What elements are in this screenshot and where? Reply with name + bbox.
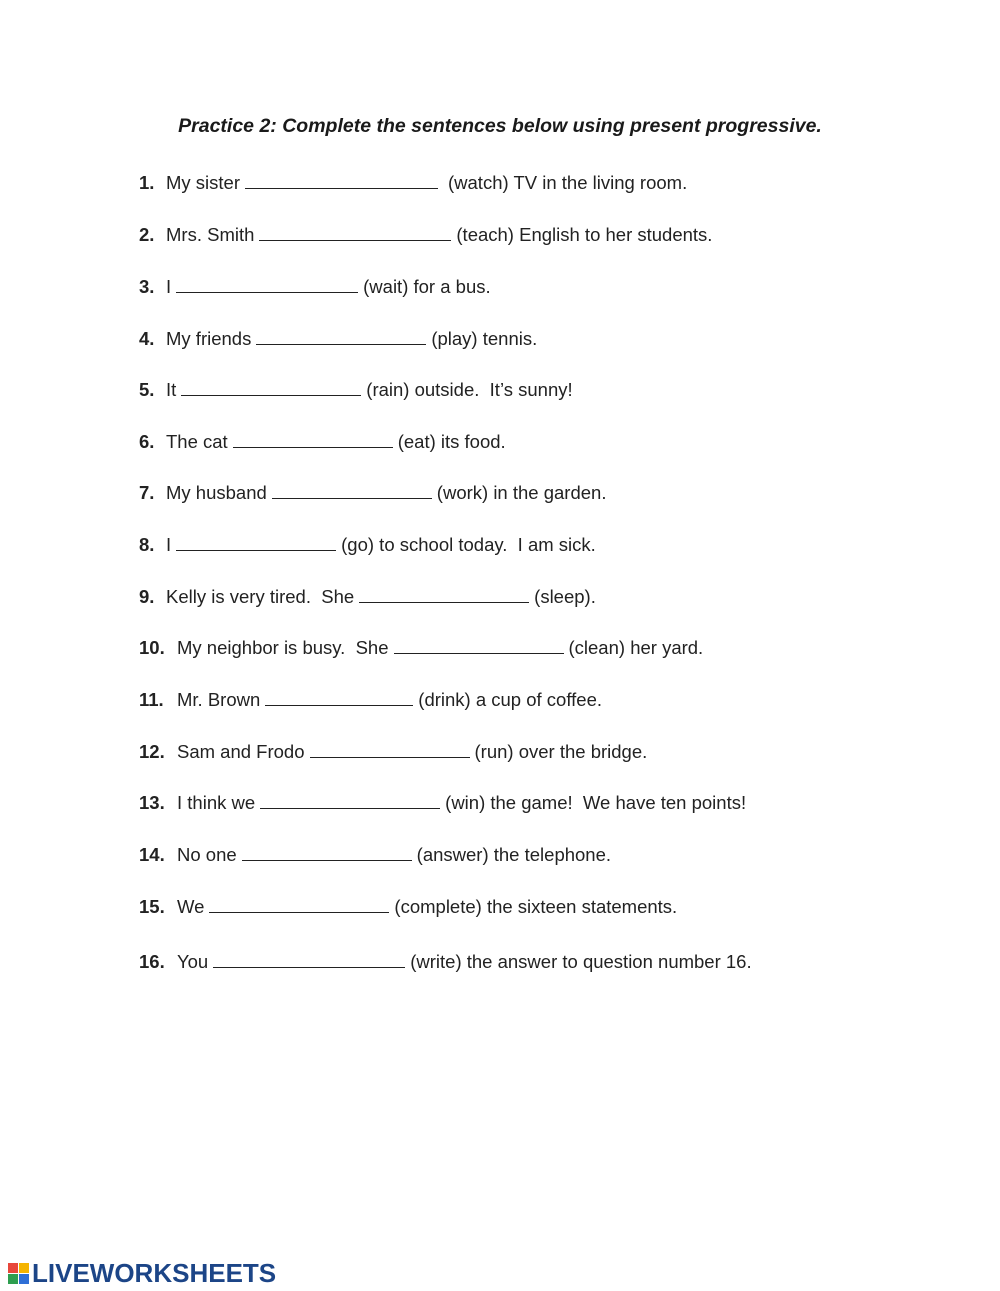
answer-blank[interactable] (310, 740, 470, 758)
question-number: 9. (139, 586, 155, 607)
question-text-before: Sam and Frodo (177, 741, 305, 762)
question-8 (139, 533, 596, 556)
question-text-before: It (166, 379, 177, 400)
worksheet-title: Practice 2: Complete the sentences below using present progressive. (178, 115, 822, 137)
question-number: 16. (139, 951, 165, 972)
question-text-before: The cat (166, 431, 228, 452)
question-2 (139, 223, 712, 246)
question-text-after: (play) tennis. (431, 328, 538, 349)
answer-blank[interactable] (213, 950, 405, 968)
question-number: 1. (139, 172, 155, 193)
answer-blank[interactable] (259, 223, 451, 241)
logo-square-green (8, 1274, 18, 1284)
logo-square-blue (19, 1274, 29, 1284)
question-4 (139, 327, 537, 350)
question-text-after: (eat) its food. (397, 431, 506, 452)
question-text-after: (drink) a cup of coffee. (418, 689, 603, 710)
question-text-after: (answer) the telephone. (416, 844, 612, 865)
logo-grid-icon (8, 1263, 29, 1284)
question-text-after: (win) the game! We have ten points! (445, 792, 747, 813)
logo-text: LIVEWORKSHEETS (32, 1257, 277, 1288)
question-text-after: (run) over the bridge. (474, 741, 648, 762)
question-number: 7. (139, 482, 155, 503)
question-text-after: (write) the answer to question number 16. (410, 951, 752, 972)
logo-square-yellow (19, 1263, 29, 1273)
question-text-before: No one (177, 844, 237, 865)
answer-blank[interactable] (242, 843, 412, 861)
question-number: 2. (139, 224, 155, 245)
question-number: 15. (139, 896, 165, 917)
question-text-after: (complete) the sixteen statements. (394, 896, 678, 917)
question-text-before: We (177, 896, 205, 917)
answer-blank[interactable] (272, 481, 432, 499)
question-text-after: (teach) English to her students. (456, 224, 713, 245)
answer-blank[interactable] (209, 895, 389, 913)
question-text-before: I (166, 276, 172, 297)
question-text-after: (watch) TV in the living room. (448, 172, 688, 193)
question-6 (139, 430, 506, 453)
question-9 (139, 585, 596, 608)
question-number: 4. (139, 328, 155, 349)
question-3 (139, 275, 491, 298)
question-number: 3. (139, 276, 155, 297)
question-text-before: My husband (166, 482, 267, 503)
question-text-before: My friends (166, 328, 252, 349)
question-text-after: (wait) for a bus. (363, 276, 491, 297)
question-text-before: You (177, 951, 209, 972)
question-text-before: My sister (166, 172, 240, 193)
question-number: 6. (139, 431, 155, 452)
question-number: 13. (139, 792, 165, 813)
answer-blank[interactable] (233, 430, 393, 448)
question-text-before: My neighbor is busy. She (177, 637, 389, 658)
answer-blank[interactable] (260, 791, 440, 809)
answer-blank[interactable] (359, 585, 529, 603)
answer-blank[interactable] (256, 327, 426, 345)
question-text-before: Mr. Brown (177, 689, 261, 710)
question-text-after: (work) in the garden. (436, 482, 607, 503)
answer-blank[interactable] (176, 533, 336, 551)
question-number: 11. (139, 689, 164, 710)
question-15 (139, 895, 677, 918)
question-text-after: (rain) outside. It’s sunny! (366, 379, 573, 400)
question-number: 10. (139, 637, 165, 658)
question-number: 5. (139, 379, 155, 400)
question-text-before: I think we (177, 792, 256, 813)
liveworksheets-logo (8, 1258, 276, 1288)
question-number: 14. (139, 844, 165, 865)
question-5 (139, 378, 573, 401)
answer-blank[interactable] (245, 171, 438, 189)
question-text-after: (go) to school today. I am sick. (341, 534, 596, 555)
question-7 (139, 481, 606, 504)
question-text-before: Mrs. Smith (166, 224, 255, 245)
question-12 (139, 740, 647, 763)
question-text-before: I (166, 534, 172, 555)
question-1 (139, 171, 687, 194)
answer-blank[interactable] (176, 275, 358, 293)
question-13 (139, 791, 746, 814)
answer-blank[interactable] (265, 688, 413, 706)
question-number: 8. (139, 534, 155, 555)
question-10 (139, 636, 703, 659)
question-text-after: (sleep). (534, 586, 596, 607)
question-14 (139, 843, 611, 866)
question-number: 12. (139, 741, 165, 762)
question-text-after: (clean) her yard. (568, 637, 704, 658)
question-11 (139, 688, 602, 711)
question-text-before: Kelly is very tired. She (166, 586, 355, 607)
answer-blank[interactable] (394, 636, 564, 654)
answer-blank[interactable] (181, 378, 361, 396)
logo-square-red (8, 1263, 18, 1273)
question-16 (139, 950, 752, 973)
